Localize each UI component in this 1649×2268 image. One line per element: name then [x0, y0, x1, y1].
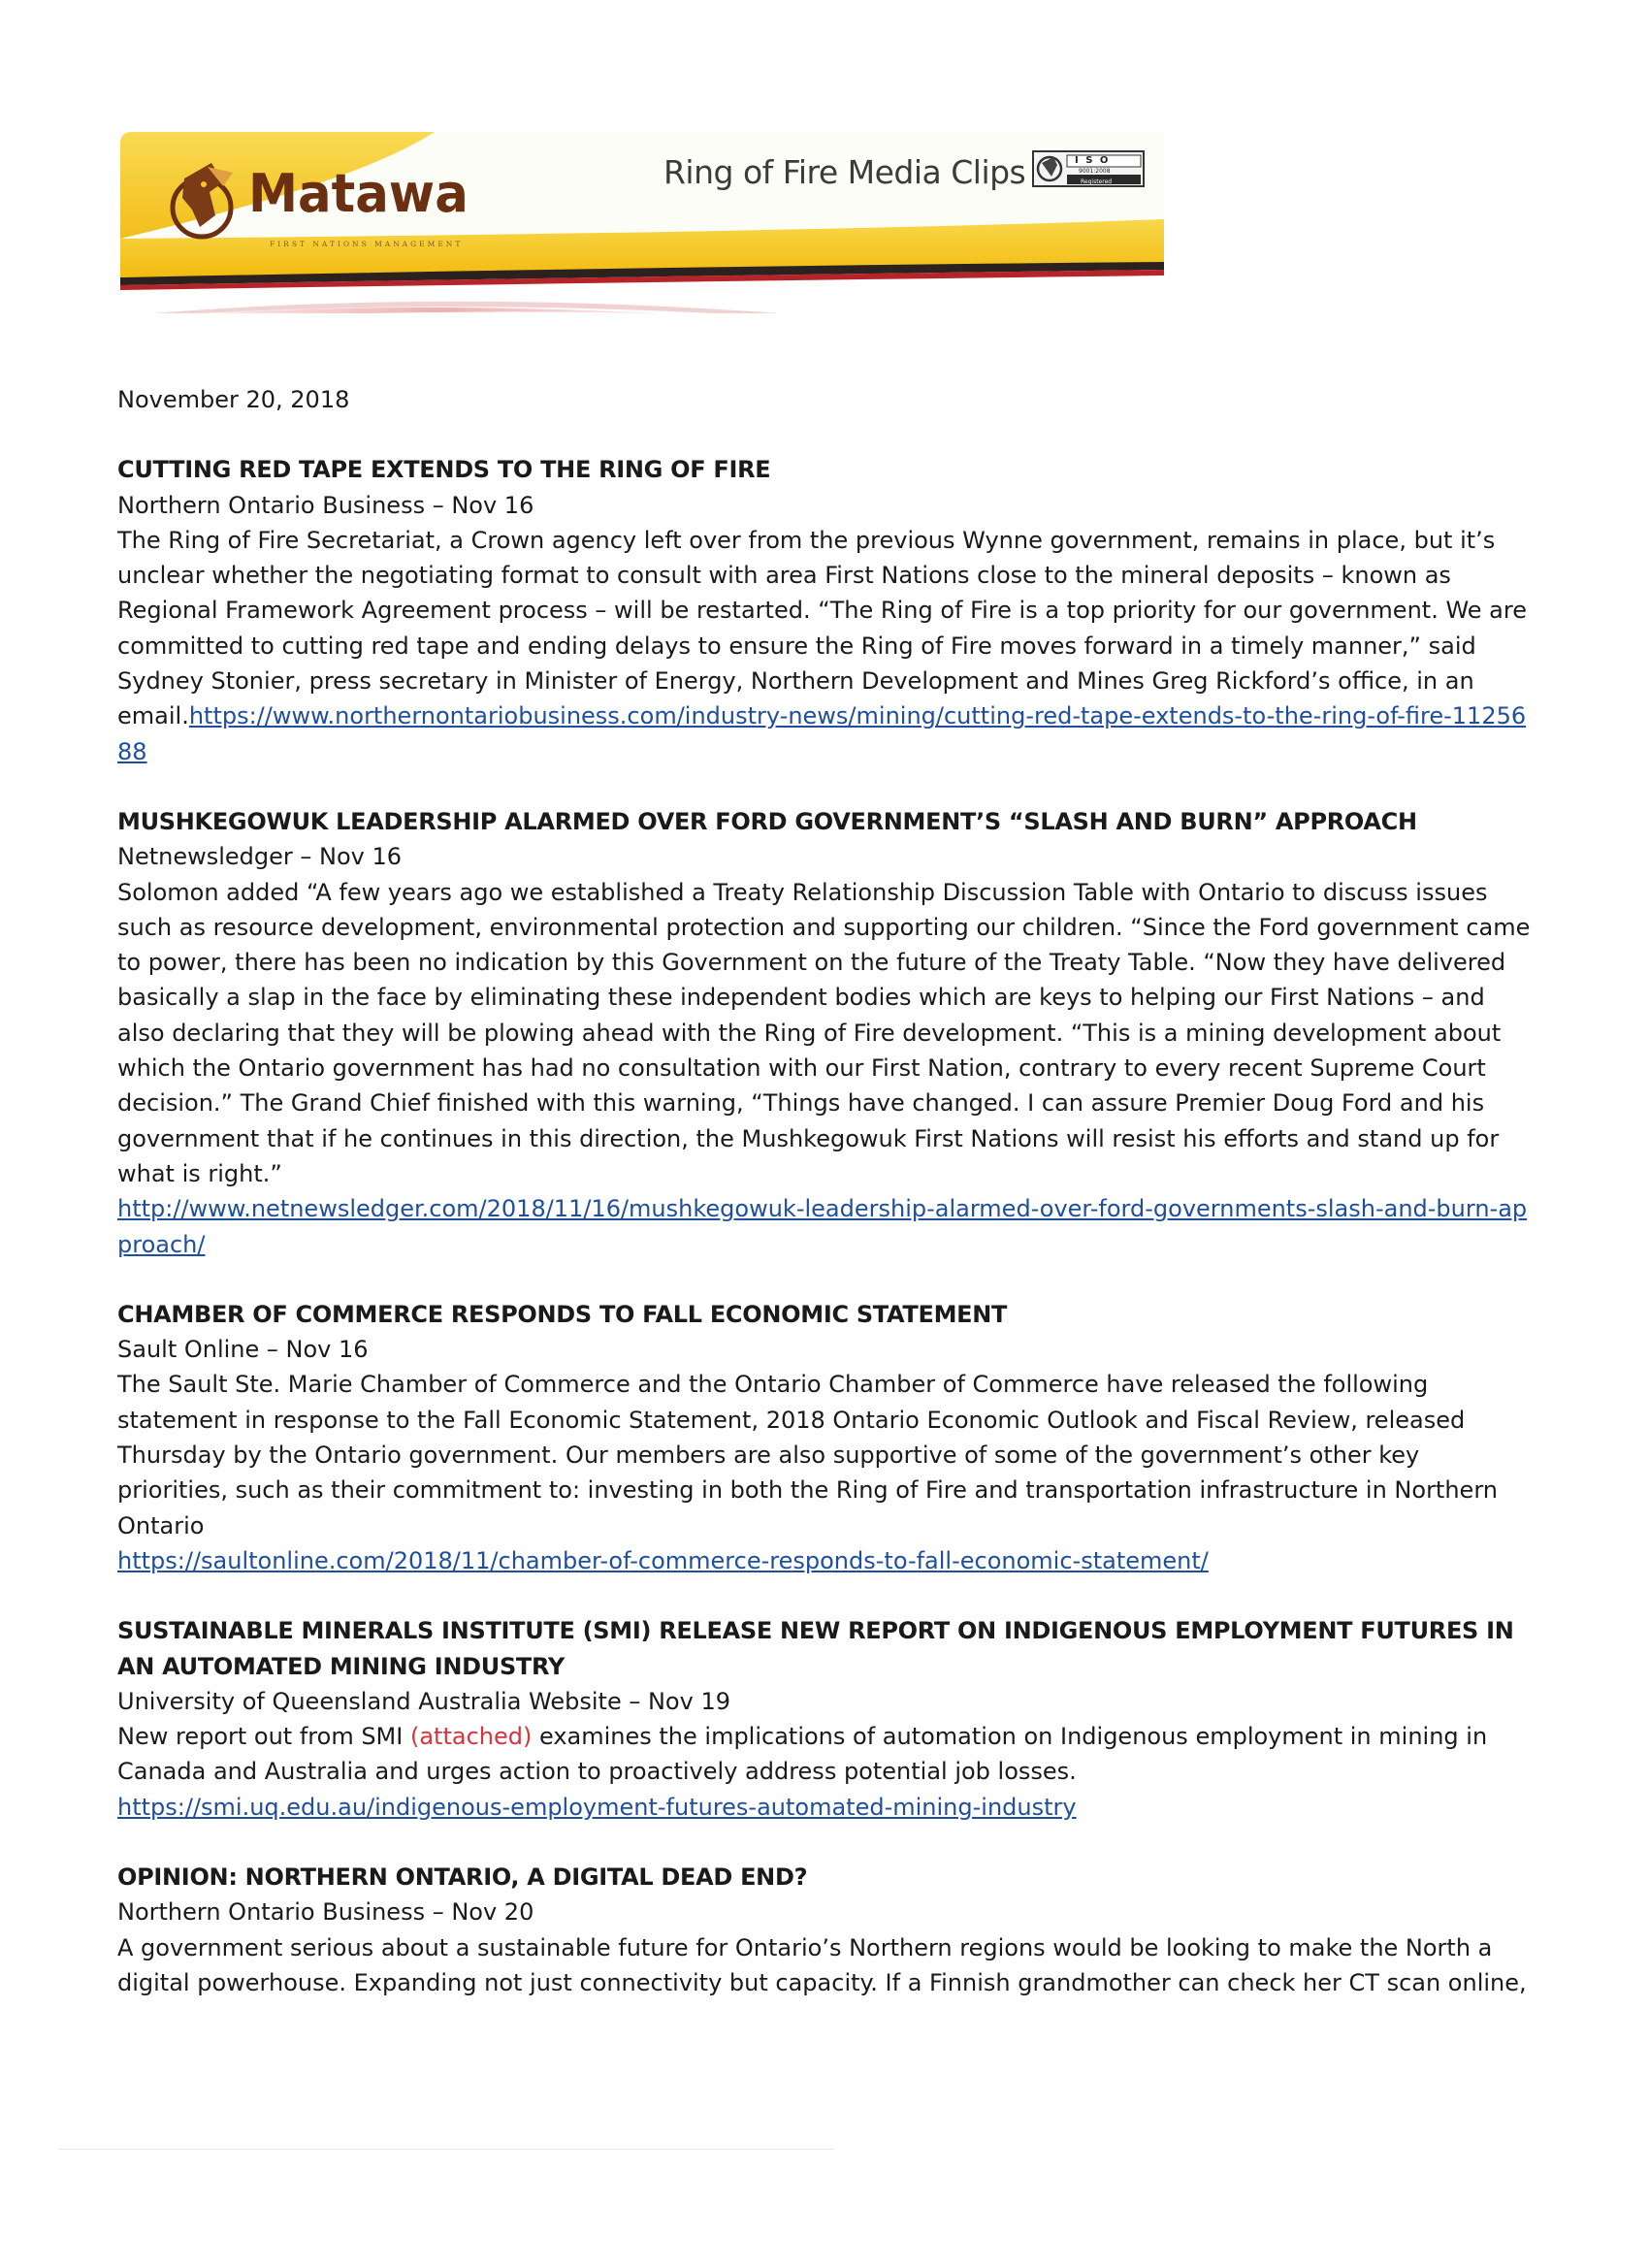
article-link[interactable]: http://www.netnewsledger.com/2018/11/16/mushkegowuk-leadership-alarmed-over-ford-governments-slash-and-burn-approach/ — [117, 1195, 1528, 1258]
scan-artifact-divider — [58, 2149, 834, 2150]
article-mushkegowuk — [117, 804, 1534, 1262]
article-body: The Sault Ste. Marie Chamber of Commerce and the Ontario Chamber of Commerce have released the following statement in response to the Fall Economic Statement, 2018 Ontario Economic Outlook and Fiscal Review, released Thursday by the Ontario government. Our members are also supportive of some of the government’s other key priorities, such as their commitment to: investing in both the Ring of Fire and transportation infrastructure in Northern Ontario — [117, 1371, 1498, 1539]
article-headline: CUTTING RED TAPE EXTENDS TO THE RING OF FIRE — [117, 456, 771, 484]
article-body — [117, 1719, 1534, 1790]
matawa-emblem-icon — [165, 159, 242, 244]
article-source: Northern Ontario Business – Nov 20 — [117, 1898, 534, 1927]
article-source: Sault Online – Nov 16 — [117, 1336, 369, 1364]
article-link-line — [117, 1790, 1534, 1825]
article-link[interactable]: https://smi.uq.edu.au/indigenous-employment-futures-automated-mining-industry — [117, 1793, 1077, 1821]
document-body — [117, 382, 1534, 2035]
article-body-text: examines the implications of automation on Indigenous employment in mining in Canada and Australia and urges action to proactively address potential job losses. — [117, 1723, 1488, 1786]
article-body-text: New report out from SMI — [117, 1723, 410, 1751]
article-body: A government serious about a sustainable future for Ontario’s Northern regions would be looking to make the North a digital powerhouse. Expanding not just connectivity but capacity. If a Finnish grandmother can check her CT scan online, — [117, 1933, 1527, 1996]
article-cutting-red-tape — [117, 452, 1534, 769]
article-digital-dead-end — [117, 1860, 1534, 2000]
article-smi-report — [117, 1613, 1534, 1825]
article-link-line — [117, 1191, 1534, 1262]
attached-note: (attached) — [409, 1723, 533, 1751]
banner-title: Ring of Fire Media Clips — [663, 153, 1026, 191]
article-headline: OPINION: NORTHERN ONTARIO, A DIGITAL DEAD END? — [117, 1863, 808, 1891]
article-source: University of Queensland Australia Website – Nov 19 — [117, 1687, 730, 1715]
article-headline: SUSTAINABLE MINERALS INSTITUTE (SMI) RELEASE NEW REPORT ON INDIGENOUS EMPLOYMENT FUTURES IN AN AUTOMATED MINING INDUSTRY — [117, 1617, 1514, 1680]
article-source: Netnewsledger – Nov 16 — [117, 843, 403, 871]
article-headline: MUSHKEGOWUK LEADERSHIP ALARMED OVER FORD GOVERNMENT’S “SLASH AND BURN” APPROACH — [117, 807, 1417, 835]
logo-subtitle: FIRST NATIONS MANAGEMENT — [270, 240, 464, 248]
logo-text: Matawa — [248, 163, 469, 224]
article-link-line — [117, 1543, 1534, 1578]
article-headline: CHAMBER OF COMMERCE RESPONDS TO FALL ECONOMIC STATEMENT — [117, 1300, 1008, 1328]
article-body-text: The Ring of Fire Secretariat, a Crown agency left over from the previous Wynne government, remains in place, but it’s unclear whether the negotiating format to consult with area First Nations close to the mineral deposits – known as Regional Framework Agreement process – will be restarted. “The Ring of Fire is a top priority for our government. We are committed to cutting red tape and ending delays to ensure the Ring of Fire moves forward in a timely manner,” said Sydney Stonier, press secretary in Minister of Energy, Northern Development and Mines Greg Rickford’s office, in an email. — [117, 526, 1527, 730]
article-source: Northern Ontario Business – Nov 16 — [117, 491, 534, 519]
iso-line1: I S O — [1075, 155, 1111, 166]
iso-line2: 9001:2008 — [1079, 168, 1111, 175]
article-link[interactable]: https://saultonline.com/2018/11/chamber-of-commerce-responds-to-fall-economic-statement/ — [117, 1546, 1209, 1574]
article-body: Solomon added “A few years ago we established a Treaty Relationship Discussion Table with Ontario to discuss issues such as resource development, environmental protection and supporting our children. “Since the Ford government came to power, there has been no indication by this Government on the future of the Treaty Table. “Now they have delivered basically a slap in the face by eliminating these independent bodies which are keys to helping our First Nations – and also declaring that they will be plowing ahead with the Ring of Fire development. “This is a mining development about which the Ontario government has had no consultation with our First Nation, contrary to every recent Supreme Court decision.” The Grand Chief finished with this warning, “Things have changed. I can assure Premier Doug Ford and his government that if he continues in this direction, the Mushkegowuk First Nations will resist his efforts and stand up for what is right.” — [117, 878, 1531, 1187]
document-date: November 20, 2018 — [117, 386, 350, 413]
iso-line3: Registered — [1081, 178, 1113, 185]
article-link[interactable]: https://www.northernontariobusiness.com/industry-news/mining/cutting-red-tape-extends-to-the-ring-of-fire-1125688 — [117, 702, 1527, 765]
article-chamber-of-commerce — [117, 1297, 1534, 1578]
article-body — [117, 523, 1534, 769]
header-banner — [114, 124, 1170, 313]
